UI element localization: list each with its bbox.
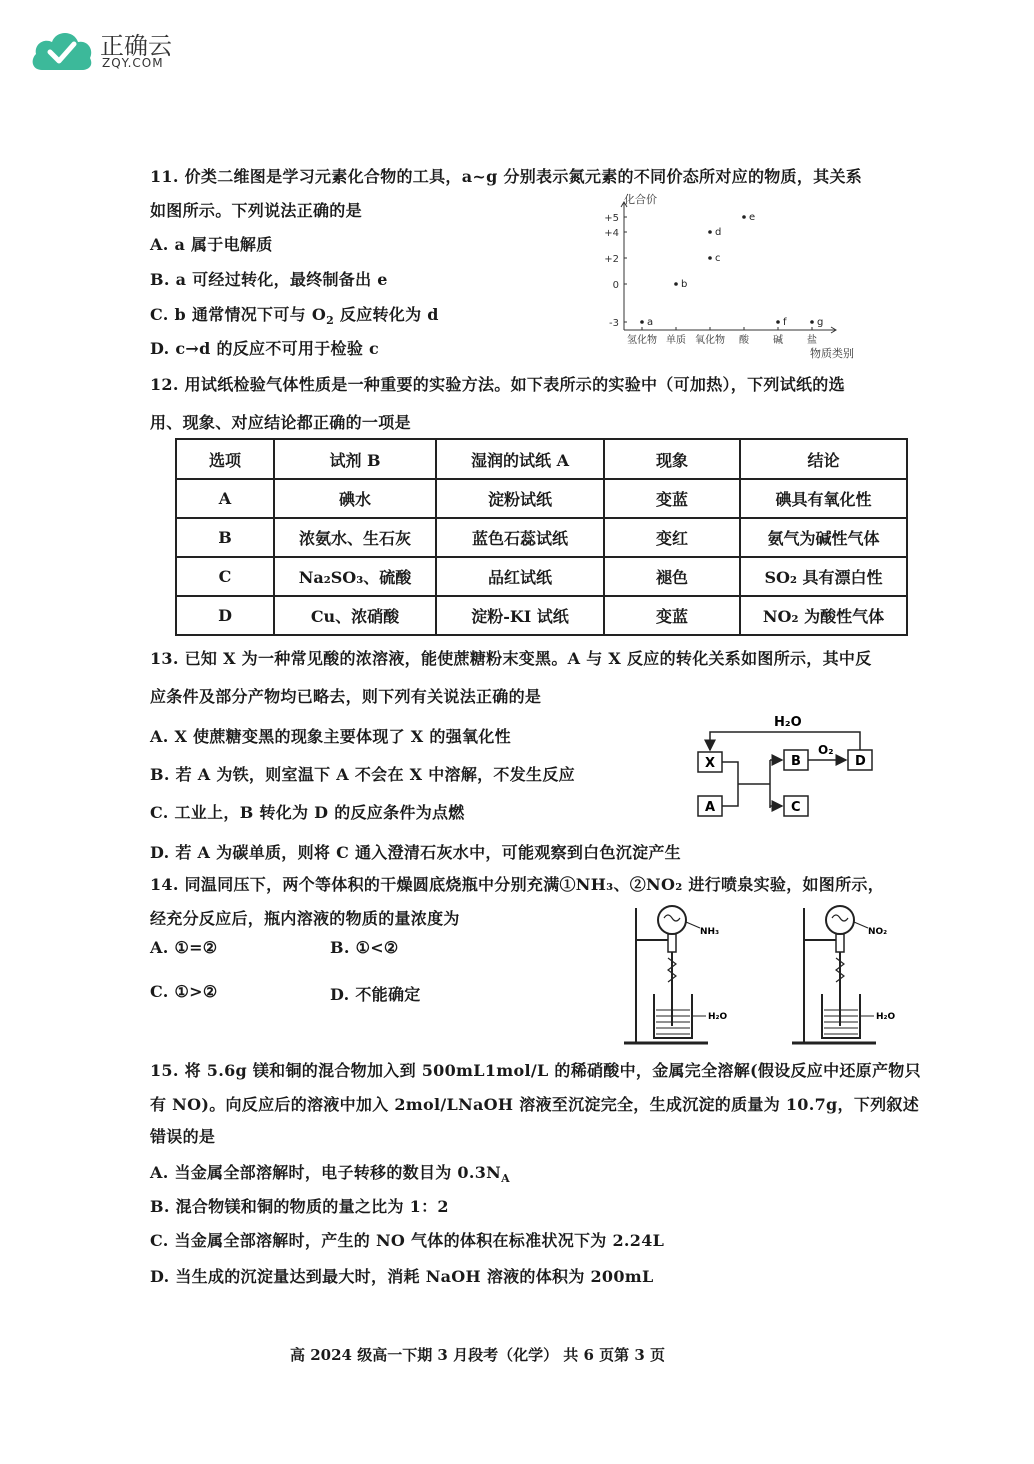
diagram-h2o-return-arrow [710,732,860,750]
q11-stem-line1: 11. 价类二维图是学习元素化合物的工具，a~g 分别表示氮元素的不同价态所对应的物质，其关系 [150,167,863,186]
q15-option-d: D. 当生成的沉淀量达到最大时，消耗 NaOH 溶液的体积为 200mL [150,1267,654,1286]
chart-x-tick-label: 氢化物 [627,335,657,346]
q11-option-c-post: 反应转化为 d [334,305,439,324]
cloud-check-icon [28,26,96,74]
chart-y-tick-label: +5 [604,213,619,224]
diagram-h2o-label: H₂O [774,715,802,730]
chart-y-tick-label: +2 [604,254,619,265]
chart-axes [621,202,836,333]
q14-stem-line2: 经充分反应后，瓶内溶液的物质的量浓度为 [150,909,460,928]
table-cell: B [176,518,274,557]
q15-stem-line3: 错误的是 [150,1127,216,1146]
valence-category-chart [596,192,871,362]
table-header-cell: 试剂 B [274,439,436,479]
q12-stem-line1: 12. 用试纸检验气体性质是一种重要的实验方法。如下表所示的实验中（可加热），下列试纸的选 [150,375,845,394]
chart-points [640,212,823,328]
q13-option-a: A. X 使蔗糖变黑的现象主要体现了 X 的强氧化性 [150,727,511,746]
nh3-label: NH₃ [700,927,720,937]
apparatus-no2 [792,906,895,1043]
chart-x-tick-label: 酸 [739,335,749,346]
q13-option-d: D. 若 A 为碳单质，则将 C 通入澄清石灰水中，可能观察到白色沉淀产生 [150,843,681,862]
table-cell: 淀粉试纸 [436,479,604,518]
apparatus-nh3 [624,906,727,1043]
chart-point-label-b: b [681,279,688,290]
chart-y-axis-label: 化合价 [624,193,657,206]
no2-label: NO₂ [868,927,888,937]
table-cell: 淀粉-KI 试纸 [436,596,604,635]
q11-option-c-pre: C. b 通常情况下可与 O [150,305,327,324]
table-cell: NO₂ 为酸性气体 [740,596,907,635]
h2o-label-left: H₂O [708,1012,728,1022]
chart-point-label-e: e [749,212,756,223]
q13-option-c: C. 工业上，B 转化为 D 的反应条件为点燃 [150,803,465,822]
q14-stem-line1: 14. 同温同压下，两个等体积的干燥圆底烧瓶中分别充满①NH₃、②NO₂ 进行喷泉实验，如图所示， [150,875,884,894]
table-cell: 碘具有氧化性 [740,479,907,518]
chart-point-g [810,320,814,324]
q11-option-c [150,302,439,327]
diagram-label-b: B [791,754,801,769]
table-row [176,518,907,557]
table-row [176,479,907,518]
logo [28,24,188,76]
q11-option-b: B. a 可经过转化，最终制备出 e [150,270,388,289]
table-header-cell: 现象 [604,439,740,479]
q14-option-a: A. ①=② [150,938,218,957]
table-cell: 褪色 [604,557,740,596]
chart-point-e [742,215,746,219]
table-cell: Na₂SO₃、硫酸 [274,557,436,596]
chart-point-b [674,282,678,286]
q15-stem-line1: 15. 将 5.6g 镁和铜的混合物加入到 500mL1mol/L 的稀硝酸中，金属完全溶解(假设反应中还原产物只 [150,1061,921,1080]
chart-point-label-g: g [817,317,824,328]
chart-x-tick-label: 碱 [773,335,783,346]
table-header-cell: 选项 [176,439,274,479]
q15-option-a [150,1160,510,1185]
q12-stem-line2: 用、现象、对应结论都正确的一项是 [150,413,411,432]
diagram-join-bracket [722,762,738,806]
chart-point-label-c: c [715,253,721,264]
chart-y-tick-label: 0 [612,280,619,291]
table-cell: D [176,596,274,635]
table-cell: SO₂ 具有漂白性 [740,557,907,596]
q11-option-d: D. c→d 的反应不可用于检验 c [150,339,380,358]
reaction-flow-diagram [690,712,890,822]
table-cell: 品红试纸 [436,557,604,596]
table-cell: 氨气为碱性气体 [740,518,907,557]
table-header-cell: 湿润的试纸 A [436,439,604,479]
table-cell: C [176,557,274,596]
fountain-experiment-figure [620,898,910,1048]
diagram-label-x: X [705,756,716,771]
diagram-label-a: A [705,800,716,815]
chart-y-tick-label: -3 [609,318,619,329]
chart-point-label-d: d [715,227,722,238]
table-cell: Cu、浓硝酸 [274,596,436,635]
chart-point-label-f: f [783,317,787,328]
logo-domain: ZQY.COM [102,56,164,70]
table-header-row [176,439,907,479]
table-cell: A [176,479,274,518]
table-cell: 变蓝 [604,596,740,635]
q14-option-d: D. 不能确定 [330,985,421,1004]
q11-option-a: A. a 属于电解质 [150,235,273,254]
reagent-table [175,438,908,636]
q13-option-b: B. 若 A 为铁，则室温下 A 不会在 X 中溶解，不发生反应 [150,765,575,784]
q15-option-c: C. 当金属全部溶解时，产生的 NO 气体的体积在标准状况下为 2.24L [150,1231,665,1250]
q15-option-a-sub: A [501,1172,510,1186]
logo-name: 正确云 [100,32,172,60]
chart-x-axis-label: 物质类别 [810,347,854,360]
q15-option-a-text: A. 当金属全部溶解时，电子转移的数目为 0.3N [150,1163,502,1182]
q11-option-c-sub: 2 [326,314,335,328]
q14-option-c: C. ①>② [150,982,218,1001]
chart-point-c [708,256,712,260]
table-row [176,596,907,635]
table-cell: 变蓝 [604,479,740,518]
table-header-cell: 结论 [740,439,907,479]
chart-x-tick-label: 单质 [666,335,686,346]
q15-option-b: B. 混合物镁和铜的物质的量之比为 1：2 [150,1197,449,1216]
q14-option-b: B. ①<② [330,938,399,957]
table-row [176,557,907,596]
q13-stem-line1: 13. 已知 X 为一种常见酸的浓溶液，能使蔗糖粉末变黑。A 与 X 反应的转化关系如图所示，其中反 [150,649,872,668]
h2o-label-right: H₂O [876,1012,896,1022]
chart-point-label-a: a [647,317,654,328]
chart-point-d [708,230,712,234]
diagram-o2-label: O₂ [818,743,834,757]
chart-y-tick-label: +4 [604,228,619,239]
page-footer: 高 2024 级高一下期 3 月段考（化学） 共 6 页第 3 页 [290,1346,666,1364]
q15-stem-line2: 有 NO)。向反应后的溶液中加入 2mol/LNaOH 溶液至沉淀完全，生成沉淀的质量为 10.7g，下列叙述 [150,1095,920,1114]
chart-point-f [776,320,780,324]
chart-x-tick-label: 盐 [807,335,817,346]
chart-x-tick-label: 氧化物 [695,335,725,346]
chart-point-a [640,320,644,324]
diagram-label-c: C [791,800,801,815]
diagram-label-d: D [855,754,866,769]
table-cell: 变红 [604,518,740,557]
q11-stem-line2: 如图所示。下列说法正确的是 [150,201,362,220]
q13-stem-line2: 应条件及部分产物均已略去，则下列有关说法正确的是 [150,687,542,706]
table-cell: 蓝色石蕊试纸 [436,518,604,557]
table-cell: 碘水 [274,479,436,518]
table-cell: 浓氨水、生石灰 [274,518,436,557]
